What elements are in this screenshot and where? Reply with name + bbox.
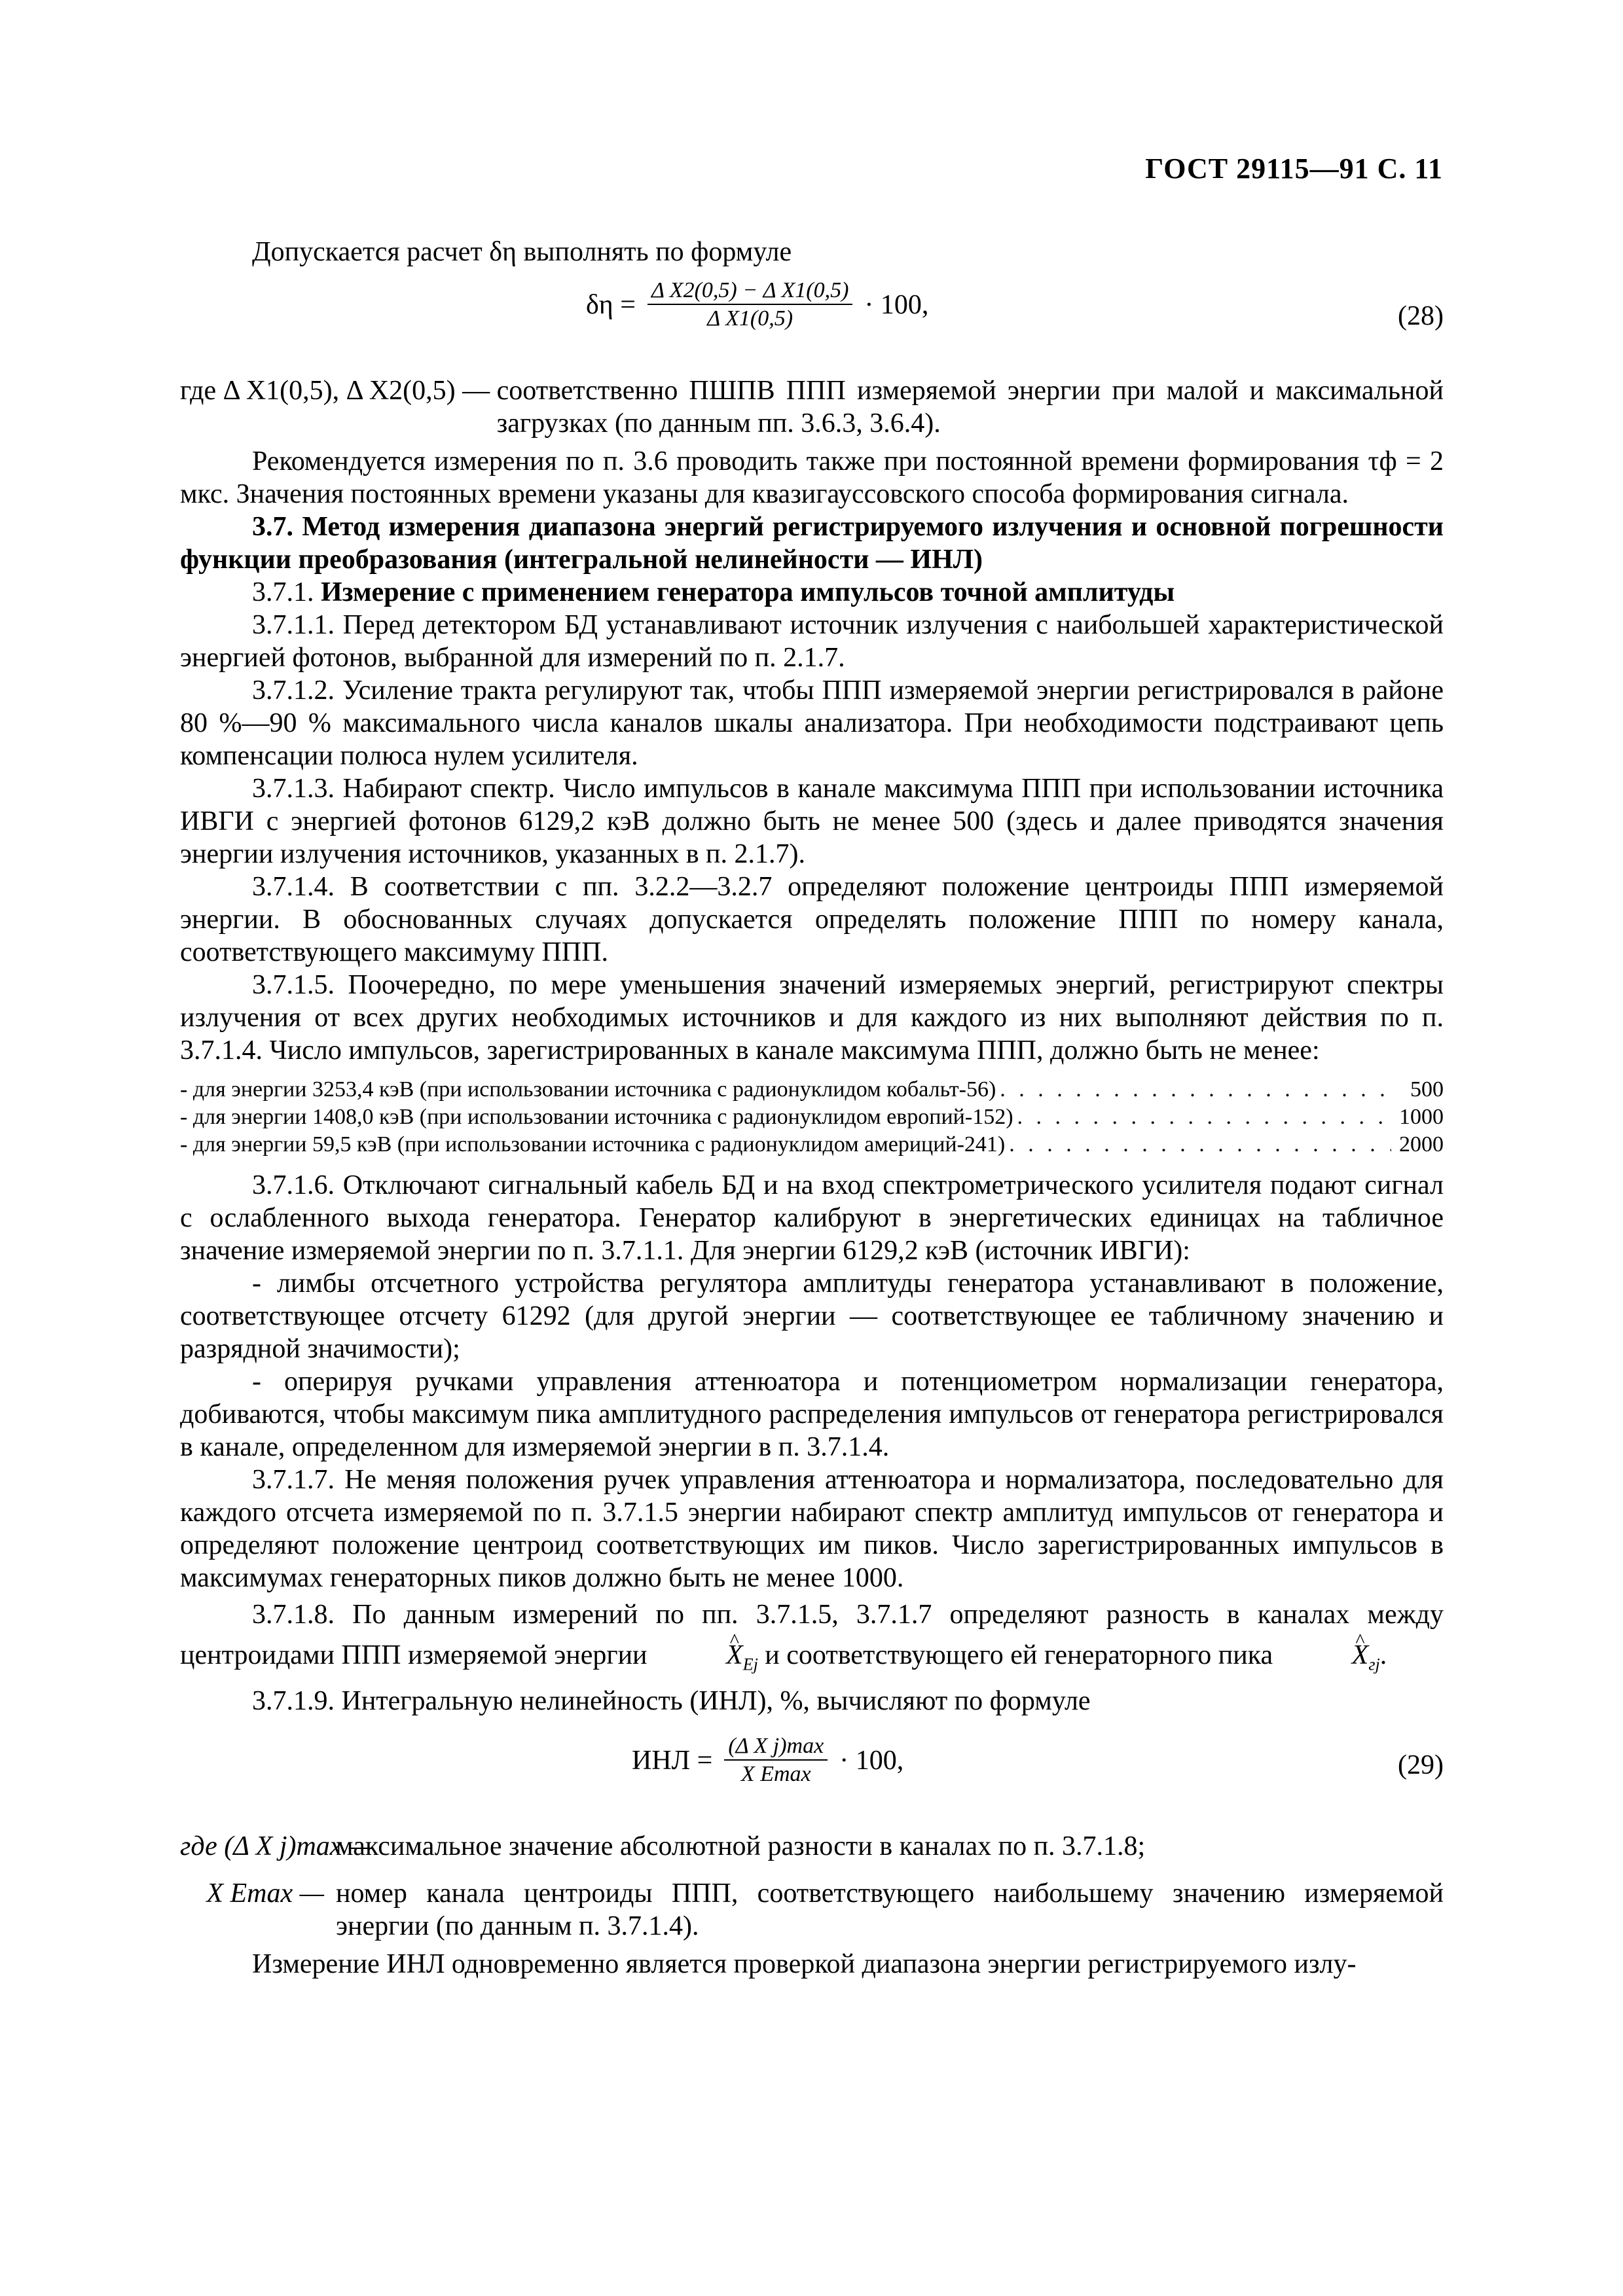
subsection-3-7-1-title: Измерение с применением генератора импульсов точной амплитуды <box>321 577 1175 607</box>
list-item-value: 500 <box>1410 1077 1444 1102</box>
paragraph-3-7-1-5: 3.7.1.5. Поочередно, по мере уменьшения значений измеряемых энергий, регистрируют спектры излучения от всех других необходимых источников и для каждого из них выполняют действия по п. 3.7.1.4. Число импульсов, зарегистрированных в канале максимума ППП, должно быть не менее: <box>180 970 1444 1066</box>
paragraph-3-7-1-7: 3.7.1.7. Не меняя положения ручек управления аттенюатора и нормализатора, последовательно для каждого отсчета измеряемой по п. 3.7.1.5 энергии набирают спектр амплитуд импульсов от генератора и определяют положение центроид соответствующих им пиков. Число зарегистрированных импульсов в максимумах генераторных пиков должно быть не менее 1000. <box>180 1465 1444 1593</box>
list-item-value: 1000 <box>1399 1105 1444 1129</box>
final-paragraph: Измерение ИНЛ одновременно является проверкой диапазона энергии регистрируемого излу- <box>252 1949 1357 1980</box>
list-item <box>180 1131 1444 1158</box>
formula-28-denominator: Δ X1(0,5) <box>707 306 793 331</box>
formula-28-tail: · 100, <box>864 290 929 320</box>
where-29-item <box>180 1830 1444 1863</box>
formula-28-numerator: Δ X2(0,5) − Δ X1(0,5) <box>651 278 849 302</box>
paragraph-3-7-1-6-b: - оперируя ручками управления аттенюатора и потенциометром нормализации генератора, добиваются, чтобы максимум пика амплитудного распределения импульсов от генератора регистрировался в канале, определенном для измеряемой энергии в п. 3.7.1.4. <box>180 1367 1444 1462</box>
list-item-text: - для энергии 59,5 кэВ (при использовании источника с радионуклидом америций-241) <box>180 1132 1006 1157</box>
formula-28-number: (28) <box>1398 301 1444 331</box>
subsection-3-7-1-number: 3.7.1. <box>252 577 314 607</box>
formula-29-tail: · 100, <box>839 1746 904 1776</box>
where-28-symbols: где Δ X1(0,5), Δ X2(0,5) — <box>180 376 490 406</box>
where-29-text: максимальное значение абсолютной разности в каналах по п. 3.7.1.8; <box>336 1831 1146 1862</box>
paragraph-3-7-1-4: 3.7.1.4. В соответствии с пп. 3.2.2—3.2.7 определяют положение центроиды ППП измеряемой энергии. В обоснованных случаях допускается определять положение ППП по номеру канала, соответствующего максимуму ППП. <box>180 872 1444 967</box>
list-item <box>180 1103 1444 1131</box>
running-header: ГОСТ 29115—91 С. 11 <box>1145 152 1443 185</box>
list-item-value: 2000 <box>1399 1132 1444 1157</box>
formula-28-fraction <box>647 278 852 332</box>
section-3-7-heading: 3.7. Метод измерения диапазона энергий регистрируемого излучения и основной погрешности функции преобразования (интегральной нелинейности — ИНЛ) <box>180 512 1444 575</box>
paragraph-3-7-1-6-a: - лимбы отсчетного устройства регулятора амплитуды генератора устанавливают в положение, соответствующее отсчету 61292 (для другой энергии — соответствующее ее табличному значению и разрядной значимости); <box>180 1268 1444 1364</box>
formula-29-fraction <box>724 1733 828 1788</box>
symbol-x-ej: ^ X <box>654 1635 743 1676</box>
page-body <box>180 236 1444 1981</box>
paragraph-3-7-1-3: 3.7.1.3. Набирают спектр. Число импульсов в канале максимума ППП при использовании источника ИВГИ с энергией фотонов 6129,2 кэВ должно быть не менее 500 (здесь и далее приводятся значения энергии излучения источников, указанных в п. 2.1.7). <box>180 774 1444 869</box>
intro-paragraph: Допускается расчет δη выполнять по формуле <box>252 237 792 267</box>
list-item <box>180 1076 1444 1103</box>
formula-28-lhs: δη = <box>586 290 636 320</box>
recommend-paragraph: Рекомендуется измерения по п. 3.6 проводить также при постоянной времени формирования τф = 2 мкс. Значения постоянных времени указаны для квазигауссовского способа формирования сигнала. <box>180 446 1444 509</box>
where-28 <box>180 374 1444 440</box>
formula-29-lhs: ИНЛ = <box>632 1746 713 1776</box>
energy-list <box>180 1076 1444 1158</box>
where-29-symbol: где (Δ X j)max — <box>180 1831 374 1862</box>
formula-29-denominator: X Emax <box>740 1762 811 1787</box>
paragraph-3-7-1-9: 3.7.1.9. Интегральную нелинейность (ИНЛ), %, вычисляют по формуле <box>252 1686 1091 1717</box>
formula-29 <box>180 1727 1444 1818</box>
where-29-item <box>180 1877 1444 1943</box>
formula-29-numerator: (Δ X j)max <box>728 1734 824 1759</box>
paragraph-3-7-1-2: 3.7.1.2. Усиление тракта регулируют так, чтобы ППП измеряемой энергии регистрировался в районе 80 %—90 % максимального числа каналов шкалы анализатора. При необходимости подстраивают цепь компенсации полюса нулем усилителя. <box>180 675 1444 771</box>
list-item-text: - для энергии 1408,0 кэВ (при использовании источника с радионуклидом европий-152) <box>180 1105 1013 1129</box>
symbol-x-gj: ^ X <box>1280 1635 1369 1676</box>
where-29-symbol: X Emax — <box>206 1878 324 1909</box>
formula-28 <box>180 278 1444 363</box>
paragraph-3-7-1-8: 3.7.1.8. По данным измерений по пп. 3.7.1.5, 3.7.1.7 определяют разность в каналах между центроидами ППП измеряемой энергии ^ $X_{Ej}$ и соответствующего ей генераторного пика ^ $X_{гj}$. <box>180 1594 1444 1685</box>
formula-29-number: (29) <box>1398 1750 1444 1781</box>
where-29-text: номер канала центроиды ППП, соответствующего наибольшему значению измеряемой энергии (по данным п. 3.7.1.4). <box>336 1878 1444 1942</box>
subsection-3-7-1-heading <box>180 576 1444 609</box>
paragraph-3-7-1-6: 3.7.1.6. Отключают сигнальный кабель БД и на вход спектрометрического усилителя подают сигнал с ослабленного выхода генератора. Генератор калибруют в энергетических единицах на табличное значение измеряемой энергии по п. 3.7.1.1. Для энергии 6129,2 кэВ (источник ИВГИ): <box>180 1170 1444 1266</box>
where-28-text: соответственно ПШПВ ППП измеряемой энергии при малой и максимальной загрузках (по данным пп. 3.6.3, 3.6.4). <box>496 376 1444 439</box>
paragraph-3-7-1-1: 3.7.1.1. Перед детектором БД устанавливают источник излучения с наибольшей характеристической энергией фотонов, выбранной для измерений по п. 2.1.7. <box>180 610 1444 673</box>
list-item-text: - для энергии 3253,4 кэВ (при использовании источника с радионуклидом кобальт-56) <box>180 1077 996 1102</box>
